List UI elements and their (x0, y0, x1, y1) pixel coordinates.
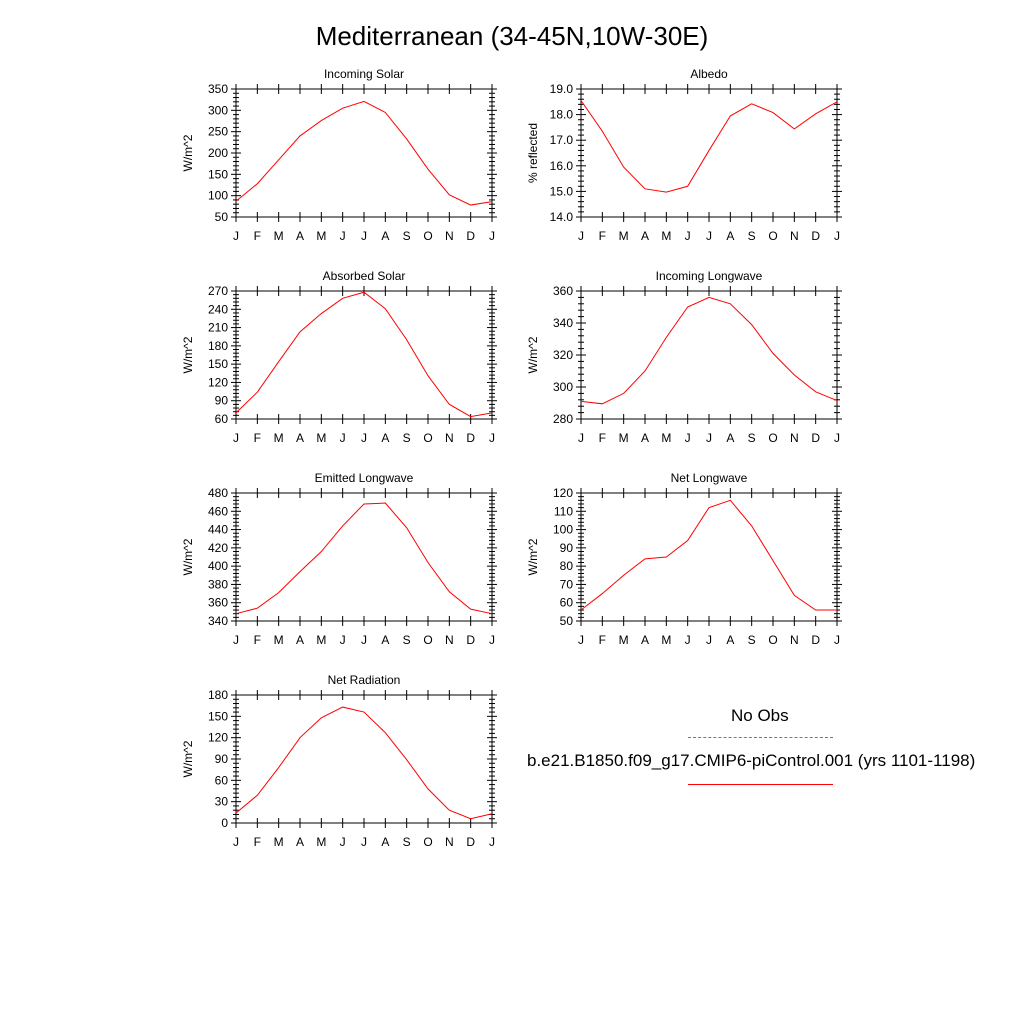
x-tick-label: M (316, 431, 327, 445)
x-tick-label: M (618, 431, 629, 445)
y-tick-label: 150 (207, 167, 228, 182)
x-tick-label: J (834, 431, 840, 445)
x-tick-label: M (273, 835, 284, 849)
chart-title: Net Longwave (670, 471, 748, 485)
y-tick-label: 250 (207, 124, 228, 139)
x-tick-label: J (684, 633, 691, 647)
y-tick-label: 120 (207, 375, 228, 390)
chart-title: Absorbed Solar (322, 269, 406, 283)
x-tick-label: J (706, 431, 712, 445)
x-tick-label: N (444, 229, 454, 243)
series-line (581, 101, 837, 193)
y-tick-label: 340 (207, 614, 228, 628)
y-tick-label: 90 (214, 752, 228, 766)
x-tick-label: D (811, 633, 821, 647)
x-tick-label: A (640, 633, 650, 647)
chart-title: Emitted Longwave (314, 471, 414, 485)
x-tick-label: D (466, 835, 476, 849)
y-tick-label: 440 (207, 522, 228, 537)
x-tick-label: D (811, 229, 821, 243)
y-tick-label: 70 (559, 577, 573, 592)
x-tick-label: J (578, 431, 584, 445)
x-tick-label: J (578, 229, 584, 243)
x-tick-label: M (661, 633, 672, 647)
series-line (581, 297, 837, 403)
x-tick-label: F (253, 431, 262, 445)
x-tick-label: N (789, 431, 799, 445)
x-tick-label: N (444, 633, 454, 647)
x-tick-label: M (273, 229, 284, 243)
y-tick-label: 60 (559, 595, 573, 610)
legend-obs-line (688, 737, 833, 738)
x-tick-label: J (834, 229, 840, 243)
plot-frame (581, 493, 837, 621)
y-tick-label: 90 (214, 393, 228, 408)
y-tick-label: 320 (552, 348, 573, 362)
x-tick-label: J (361, 835, 367, 849)
x-tick-label: D (466, 633, 476, 647)
y-tick-label: 240 (207, 302, 228, 317)
x-tick-label: J (578, 633, 584, 647)
x-tick-label: J (684, 229, 691, 243)
y-tick-label: 460 (207, 504, 228, 519)
y-tick-label: 120 (552, 486, 573, 500)
x-tick-label: J (706, 633, 712, 647)
plot-frame (581, 291, 837, 419)
x-tick-label: S (747, 633, 756, 647)
x-tick-label: J (339, 633, 346, 647)
y-tick-label: 420 (207, 540, 228, 555)
x-tick-label: F (253, 229, 262, 243)
y-tick-label: 17.0 (549, 133, 573, 148)
x-tick-label: O (768, 633, 778, 647)
x-tick-label: S (747, 431, 756, 445)
x-tick-label: A (295, 633, 305, 647)
y-tick-label: 340 (552, 316, 573, 330)
legend-model-label: b.e21.B1850.f09_g17.CMIP6-piControl.001 (yrs 1101-1198) (527, 751, 976, 770)
x-tick-label: A (381, 431, 390, 445)
x-tick-label: F (598, 633, 607, 647)
plot-frame (236, 695, 492, 823)
y-axis-label: W/m^2 (181, 336, 195, 374)
chart-panel-4 (526, 269, 842, 445)
y-tick-label: 180 (207, 688, 228, 702)
x-tick-label: J (834, 633, 840, 647)
y-axis-label: W/m^2 (181, 740, 195, 778)
y-tick-label: 360 (552, 284, 573, 298)
chart-panel-1 (181, 67, 497, 243)
x-tick-label: O (423, 431, 433, 445)
x-tick-label: A (726, 633, 735, 647)
x-tick-label: D (811, 431, 821, 445)
x-tick-label: A (381, 835, 390, 849)
y-tick-label: 100 (207, 188, 228, 203)
y-tick-label: 100 (552, 522, 573, 537)
y-tick-label: 360 (207, 595, 228, 610)
y-tick-label: 180 (207, 338, 228, 353)
chart-panel-2 (526, 67, 842, 243)
plot-frame (581, 89, 837, 217)
y-tick-label: 150 (207, 357, 228, 372)
x-tick-label: O (423, 229, 433, 243)
x-tick-label: M (316, 835, 327, 849)
chart-panel-3 (181, 269, 497, 445)
y-tick-label: 80 (559, 559, 573, 574)
page-title: Mediterranean (34-45N,10W-30E) (315, 21, 709, 51)
x-tick-label: S (402, 229, 411, 243)
x-tick-label: A (295, 835, 305, 849)
x-tick-label: N (789, 633, 799, 647)
y-tick-label: 50 (559, 614, 573, 628)
y-tick-label: 16.0 (549, 158, 573, 173)
x-tick-label: D (466, 229, 476, 243)
y-tick-label: 110 (553, 504, 573, 519)
x-tick-label: J (706, 229, 712, 243)
x-tick-label: M (316, 633, 327, 647)
y-tick-label: 380 (207, 577, 228, 592)
series-line (236, 707, 492, 819)
x-tick-label: F (598, 431, 607, 445)
series-line (236, 503, 492, 614)
y-tick-label: 30 (214, 794, 228, 809)
chart-title: Incoming Solar (323, 67, 405, 81)
chart-panel-7 (181, 673, 497, 849)
legend-model-line (688, 784, 833, 785)
x-tick-label: J (489, 431, 495, 445)
y-tick-label: 200 (207, 146, 228, 160)
x-tick-label: S (402, 633, 411, 647)
x-tick-label: J (339, 431, 346, 445)
y-tick-label: 300 (207, 103, 228, 118)
x-tick-label: O (423, 835, 433, 849)
y-tick-label: 60 (214, 773, 228, 788)
y-axis-label: W/m^2 (526, 538, 540, 576)
x-tick-label: F (253, 835, 262, 849)
plot-frame (236, 89, 492, 217)
x-tick-label: O (423, 633, 433, 647)
x-tick-label: M (618, 633, 629, 647)
y-tick-label: 400 (207, 559, 228, 574)
series-line (581, 500, 837, 610)
x-tick-label: J (489, 633, 495, 647)
x-tick-label: F (598, 229, 607, 243)
x-tick-label: J (684, 431, 691, 445)
series-line (236, 292, 492, 416)
chart-title: Incoming Longwave (655, 269, 763, 283)
y-tick-label: 150 (207, 709, 228, 724)
y-tick-label: 210 (207, 320, 228, 335)
x-tick-label: J (489, 835, 495, 849)
x-tick-label: A (295, 229, 305, 243)
x-tick-label: A (381, 229, 390, 243)
y-tick-label: 15.0 (549, 184, 573, 199)
x-tick-label: J (339, 835, 346, 849)
x-tick-label: M (273, 431, 284, 445)
y-tick-label: 18.0 (549, 107, 573, 122)
chart-title: Albedo (690, 67, 728, 81)
x-tick-label: A (640, 431, 650, 445)
x-tick-label: A (640, 229, 650, 243)
y-tick-label: 120 (207, 730, 228, 745)
x-tick-label: J (233, 835, 239, 849)
x-tick-label: J (489, 229, 495, 243)
x-tick-label: M (618, 229, 629, 243)
y-axis-label: W/m^2 (181, 134, 195, 172)
y-tick-label: 50 (214, 210, 228, 224)
x-tick-label: S (402, 431, 411, 445)
x-tick-label: S (747, 229, 756, 243)
y-tick-label: 19.0 (549, 82, 573, 96)
y-tick-label: 14.0 (549, 210, 573, 224)
x-tick-label: A (726, 229, 735, 243)
x-tick-label: J (339, 229, 346, 243)
legend-obs-label: No Obs (731, 706, 789, 725)
x-tick-label: O (768, 431, 778, 445)
y-tick-label: 0 (221, 816, 228, 830)
x-tick-label: J (233, 633, 239, 647)
x-tick-label: J (361, 431, 367, 445)
chart-title: Net Radiation (327, 673, 401, 687)
plot-frame (236, 291, 492, 419)
x-tick-label: M (661, 229, 672, 243)
x-tick-label: J (361, 633, 367, 647)
y-tick-label: 350 (207, 82, 228, 96)
x-tick-label: J (361, 229, 367, 243)
y-tick-label: 280 (552, 412, 573, 426)
x-tick-label: J (233, 229, 239, 243)
y-tick-label: 270 (207, 284, 228, 298)
x-tick-label: M (273, 633, 284, 647)
x-tick-label: J (233, 431, 239, 445)
x-tick-label: N (789, 229, 799, 243)
y-tick-label: 480 (207, 486, 228, 500)
plot-frame (236, 493, 492, 621)
y-axis-label: W/m^2 (181, 538, 195, 576)
x-tick-label: D (466, 431, 476, 445)
x-tick-label: A (381, 633, 390, 647)
y-axis-label: % reflected (526, 122, 540, 184)
y-tick-label: 60 (214, 412, 228, 426)
x-tick-label: O (768, 229, 778, 243)
series-line (236, 101, 492, 205)
y-axis-label: W/m^2 (526, 336, 540, 374)
x-tick-label: F (253, 633, 262, 647)
y-tick-label: 90 (559, 540, 573, 555)
chart-panel-6 (526, 471, 842, 647)
x-tick-label: A (726, 431, 735, 445)
x-tick-label: A (295, 431, 305, 445)
chart-panel-5 (181, 471, 497, 647)
y-tick-label: 300 (552, 380, 573, 394)
x-tick-label: N (444, 835, 454, 849)
x-tick-label: S (402, 835, 411, 849)
x-tick-label: M (661, 431, 672, 445)
x-tick-label: N (444, 431, 454, 445)
x-tick-label: M (316, 229, 327, 243)
